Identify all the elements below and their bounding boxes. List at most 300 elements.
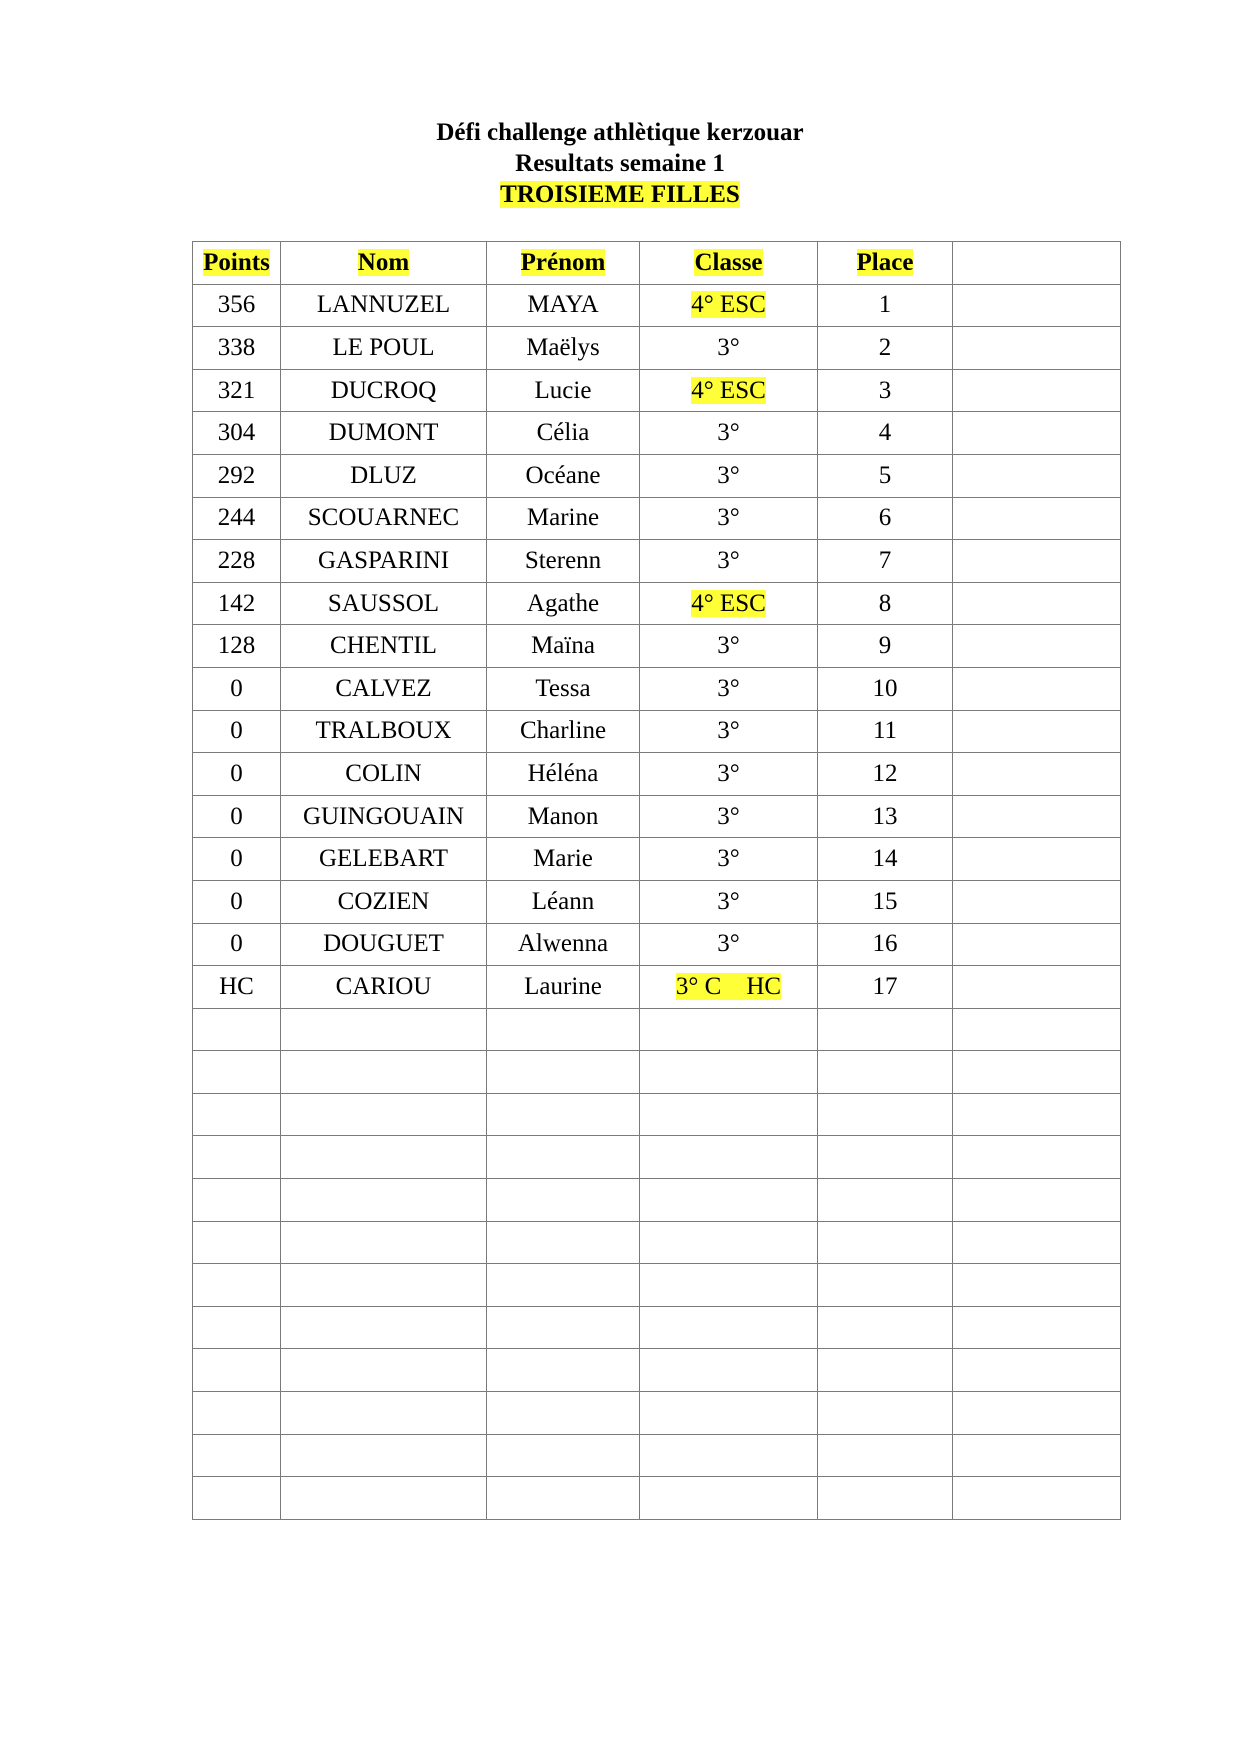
cell-prenom [487,795,640,838]
cell-blank [953,966,1121,1009]
cell-classe-text: 3° [717,802,740,830]
cell-prenom-text: Manon [527,802,599,830]
cell-nom [281,625,487,668]
cell-nom [281,412,487,455]
cell-classe [640,284,818,327]
cell-points [193,838,281,881]
cell-classe [640,966,818,1009]
document-subtitle: Resultats semaine 1 [515,150,725,177]
cell-blank [953,369,1121,412]
cell-classe-text: 4° ESC [691,589,766,617]
cell-nom [281,923,487,966]
table-row [193,710,1121,753]
cell-prenom-text: Océane [525,461,601,489]
cell-place [818,710,953,753]
cell-classe-text: 3° [717,504,740,532]
cell-prenom-text: Léann [531,887,595,915]
cell-points-text: HC [219,972,254,1000]
cell-place-text: 3 [878,376,892,404]
empty-row [193,1434,1121,1477]
empty-cell [818,1093,953,1136]
column-header-place: Place [818,242,953,285]
cell-points [193,284,281,327]
cell-classe [640,582,818,625]
cell-points-text: 0 [230,845,243,873]
cell-prenom-text: Marine [526,504,600,532]
results-table [192,241,1121,1520]
cell-classe [640,412,818,455]
empty-cell [487,1136,640,1179]
empty-cell [281,1221,487,1264]
empty-row [193,1051,1121,1094]
cell-place-text: 17 [872,972,898,1000]
column-header-points: Points [193,242,281,285]
cell-nom [281,369,487,412]
cell-prenom [487,540,640,583]
empty-cell [487,1306,640,1349]
cell-nom [281,327,487,370]
cell-blank [953,667,1121,710]
empty-cell [640,1264,818,1307]
cell-prenom [487,497,640,540]
cell-place-text: 5 [878,461,892,489]
cell-blank [953,540,1121,583]
cell-points [193,454,281,497]
cell-classe [640,838,818,881]
cell-prenom-text: Célia [536,419,590,447]
cell-classe-text: 3° [717,717,740,745]
empty-cell [640,1349,818,1392]
cell-nom-text: LANNUZEL [316,291,451,319]
cell-points [193,327,281,370]
table-row [193,838,1121,881]
empty-cell [487,1264,640,1307]
empty-cell [818,1349,953,1392]
cell-blank [953,497,1121,540]
cell-prenom-text: Tessa [535,674,591,702]
empty-cell [193,1306,281,1349]
cell-prenom [487,880,640,923]
cell-place [818,412,953,455]
cell-nom-text: DUMONT [328,419,439,447]
empty-cell [818,1008,953,1051]
cell-place [818,369,953,412]
empty-cell [640,1051,818,1094]
cell-prenom [487,369,640,412]
empty-row [193,1477,1121,1520]
cell-points-text: 228 [217,546,256,574]
column-header-classe: Classe [640,242,818,285]
empty-cell [487,1008,640,1051]
cell-place-text: 11 [872,717,898,745]
cell-classe [640,497,818,540]
cell-classe-text: 3° [717,759,740,787]
cell-nom-text: COZIEN [337,887,430,915]
cell-points-text: 0 [230,802,243,830]
empty-cell [640,1136,818,1179]
cell-points-text: 244 [217,504,256,532]
cell-points-text: 0 [230,887,243,915]
cell-blank [953,327,1121,370]
cell-prenom-text: Marie [533,845,593,873]
cell-prenom-text: Charline [519,717,607,745]
cell-points-text: 128 [217,632,256,660]
cell-classe [640,454,818,497]
cell-place [818,753,953,796]
cell-place [818,540,953,583]
empty-cell [487,1477,640,1520]
cell-blank [953,838,1121,881]
table-row [193,412,1121,455]
cell-classe [640,710,818,753]
cell-place-text: 14 [872,845,898,873]
cell-prenom-text: Alwenna [517,930,609,958]
table-row [193,497,1121,540]
cell-place-text: 1 [878,291,892,319]
cell-classe [640,923,818,966]
table-row [193,753,1121,796]
cell-place [818,795,953,838]
cell-nom-text: SAUSSOL [327,589,440,617]
cell-blank [953,454,1121,497]
cell-points [193,795,281,838]
cell-points-text: 142 [217,589,256,617]
cell-nom [281,966,487,1009]
cell-classe-text: 3° [717,419,740,447]
cell-blank [953,753,1121,796]
cell-prenom [487,625,640,668]
cell-classe [640,667,818,710]
cell-classe [640,369,818,412]
cell-classe-text: 3° [717,546,740,574]
cell-points-text: 0 [230,759,243,787]
empty-cell [953,1264,1121,1307]
empty-cell [193,1179,281,1222]
cell-place-text: 8 [878,589,892,617]
empty-cell [953,1434,1121,1477]
document-title: Défi challenge athlètique kerzouar [436,119,804,146]
document-header [0,117,1240,210]
cell-blank [953,412,1121,455]
empty-cell [818,1221,953,1264]
table-row [193,540,1121,583]
empty-cell [818,1306,953,1349]
cell-points-text: 321 [217,376,256,404]
cell-points [193,625,281,668]
table-row [193,454,1121,497]
empty-cell [193,1051,281,1094]
empty-cell [953,1179,1121,1222]
cell-nom-text: LE POUL [332,333,435,361]
empty-row [193,1306,1121,1349]
cell-blank [953,795,1121,838]
cell-points [193,582,281,625]
cell-points [193,753,281,796]
cell-place [818,667,953,710]
empty-cell [193,1264,281,1307]
cell-place-text: 7 [878,546,892,574]
cell-nom [281,284,487,327]
cell-nom-text: CHENTIL [330,632,437,660]
column-header-blank [953,242,1121,285]
cell-prenom-text: Héléna [527,759,599,787]
cell-classe-text: 3° [717,674,740,702]
cell-classe [640,753,818,796]
cell-prenom [487,966,640,1009]
table-row [193,369,1121,412]
cell-prenom [487,327,640,370]
cell-nom [281,880,487,923]
cell-prenom-text: Laurine [524,972,602,1000]
cell-prenom-text: MAYA [527,291,599,319]
cell-classe [640,880,818,923]
table-row [193,923,1121,966]
cell-nom [281,667,487,710]
cell-classe [640,625,818,668]
cell-classe-text: 3° [717,333,740,361]
cell-nom-text: GASPARINI [317,546,450,574]
table-row [193,667,1121,710]
column-header-nom: Nom [281,242,487,285]
cell-classe-text: 3° [717,887,740,915]
empty-cell [193,1221,281,1264]
cell-points-text: 338 [217,333,256,361]
cell-blank [953,284,1121,327]
cell-nom [281,454,487,497]
empty-cell [953,1221,1121,1264]
table-row [193,625,1121,668]
cell-points [193,412,281,455]
empty-cell [487,1434,640,1477]
cell-prenom-text: Sterenn [524,546,602,574]
empty-cell [640,1008,818,1051]
cell-classe [640,327,818,370]
cell-prenom [487,454,640,497]
empty-cell [281,1179,487,1222]
empty-row [193,1093,1121,1136]
cell-place [818,497,953,540]
cell-prenom-text: Maïna [531,632,595,660]
empty-cell [193,1008,281,1051]
cell-blank [953,710,1121,753]
cell-classe-text: 3° [717,930,740,958]
cell-nom-text: GUINGOUAIN [302,802,465,830]
empty-cell [487,1392,640,1435]
cell-nom-text: CARIOU [335,972,432,1000]
empty-row [193,1136,1121,1179]
empty-cell [953,1051,1121,1094]
empty-cell [193,1349,281,1392]
table-row [193,327,1121,370]
cell-prenom [487,284,640,327]
empty-cell [818,1051,953,1094]
cell-prenom [487,582,640,625]
empty-cell [281,1434,487,1477]
cell-nom-text: SCOUARNEC [307,504,460,532]
empty-cell [640,1179,818,1222]
cell-nom [281,582,487,625]
empty-cell [281,1264,487,1307]
cell-nom-text: GELEBART [318,845,449,873]
empty-cell [818,1434,953,1477]
cell-prenom [487,838,640,881]
empty-row [193,1008,1121,1051]
table-row [193,795,1121,838]
cell-place [818,880,953,923]
cell-nom [281,497,487,540]
empty-cell [281,1392,487,1435]
empty-cell [953,1093,1121,1136]
empty-cell [487,1051,640,1094]
category-title [0,179,1240,210]
cell-points-text: 0 [230,717,243,745]
cell-classe-text: 3° C HC [675,972,782,1000]
empty-cell [953,1136,1121,1179]
cell-place-text: 4 [878,419,892,447]
cell-prenom-text: Lucie [534,376,592,404]
cell-nom-text: CALVEZ [335,674,432,702]
empty-cell [953,1477,1121,1520]
empty-cell [953,1306,1121,1349]
empty-cell [193,1093,281,1136]
empty-cell [281,1477,487,1520]
empty-row [193,1349,1121,1392]
results-body [193,284,1121,1519]
cell-place-text: 12 [872,759,898,787]
cell-nom-text: DUCROQ [330,376,437,404]
cell-place [818,838,953,881]
cell-classe [640,540,818,583]
cell-classe-text: 3° [717,461,740,489]
empty-cell [487,1221,640,1264]
cell-place-text: 10 [872,674,898,702]
cell-classe-text: 4° ESC [691,376,766,404]
cell-prenom-text: Maëlys [526,333,600,361]
cell-nom [281,710,487,753]
cell-nom-text: DOUGUET [323,930,444,958]
empty-cell [818,1477,953,1520]
empty-cell [640,1477,818,1520]
empty-cell [193,1392,281,1435]
table-row [193,582,1121,625]
table-row [193,284,1121,327]
empty-cell [281,1008,487,1051]
cell-place-text: 9 [878,632,892,660]
cell-place-text: 2 [878,333,892,361]
cell-nom [281,753,487,796]
cell-prenom-text: Agathe [526,589,600,617]
empty-cell [281,1136,487,1179]
cell-points [193,667,281,710]
empty-cell [487,1093,640,1136]
category-title-text: TROISIEME FILLES [500,181,740,208]
cell-blank [953,923,1121,966]
cell-place [818,327,953,370]
cell-points [193,497,281,540]
empty-cell [640,1306,818,1349]
table-row [193,880,1121,923]
column-header-prenom: Prénom [487,242,640,285]
empty-cell [818,1179,953,1222]
empty-row [193,1264,1121,1307]
empty-cell [193,1434,281,1477]
empty-cell [953,1008,1121,1051]
cell-place-text: 6 [878,504,892,532]
cell-prenom [487,923,640,966]
cell-points [193,710,281,753]
cell-points-text: 0 [230,930,243,958]
cell-blank [953,880,1121,923]
empty-cell [818,1264,953,1307]
cell-nom-text: TRALBOUX [315,717,452,745]
empty-cell [640,1434,818,1477]
cell-classe-text: 3° [717,845,740,873]
cell-points [193,540,281,583]
empty-cell [281,1306,487,1349]
cell-prenom [487,710,640,753]
cell-place [818,582,953,625]
cell-place-text: 16 [872,930,898,958]
cell-prenom [487,753,640,796]
cell-points [193,880,281,923]
cell-classe-text: 3° [717,632,740,660]
empty-cell [281,1093,487,1136]
cell-place-text: 15 [872,887,898,915]
empty-row [193,1392,1121,1435]
empty-cell [640,1093,818,1136]
cell-blank [953,625,1121,668]
empty-cell [281,1051,487,1094]
cell-points-text: 356 [217,291,256,319]
empty-cell [487,1349,640,1392]
empty-cell [281,1349,487,1392]
cell-nom-text: COLIN [345,759,422,787]
cell-place-text: 13 [872,802,898,830]
cell-place [818,454,953,497]
empty-cell [640,1221,818,1264]
cell-nom-text: DLUZ [350,461,417,489]
empty-cell [818,1136,953,1179]
cell-place [818,966,953,1009]
empty-row [193,1179,1121,1222]
table-row [193,966,1121,1009]
empty-cell [193,1136,281,1179]
cell-nom [281,795,487,838]
cell-classe-text: 4° ESC [691,291,766,319]
empty-cell [640,1392,818,1435]
cell-nom [281,838,487,881]
cell-points [193,369,281,412]
cell-prenom [487,667,640,710]
empty-cell [953,1392,1121,1435]
cell-points [193,966,281,1009]
empty-row [193,1221,1121,1264]
cell-classe [640,795,818,838]
cell-place [818,923,953,966]
cell-points-text: 304 [217,419,256,447]
cell-points-text: 0 [230,674,243,702]
cell-place [818,625,953,668]
empty-cell [487,1179,640,1222]
empty-cell [818,1392,953,1435]
cell-points-text: 292 [217,461,256,489]
table-header-row [193,242,1121,285]
empty-cell [193,1477,281,1520]
empty-cell [953,1349,1121,1392]
cell-nom [281,540,487,583]
cell-prenom [487,412,640,455]
cell-points [193,923,281,966]
